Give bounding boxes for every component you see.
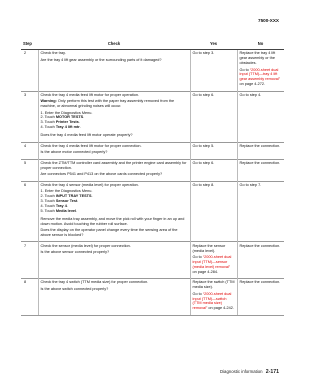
warning-text: Only perform this test with the paper tray assembly removed from the machine, or abnormal grinding noises will occur.	[40, 99, 175, 109]
check-text: Check the sensor (media level) for proper connection.	[40, 243, 131, 248]
reference-link[interactable]: “2000-sheet dual input (TTM)—tray 4 lift gear assembly removal”	[239, 67, 281, 82]
yes-cell	[190, 181, 237, 242]
step-number: 5	[21, 159, 38, 181]
warning-note	[41, 99, 188, 109]
check-cell	[38, 181, 190, 242]
ref-prefix: Go to	[192, 291, 203, 296]
check-cell	[38, 159, 190, 181]
check-cell	[38, 142, 190, 159]
no-action: Replace the connection.	[239, 143, 281, 148]
procedure-step: 2. Touch INPUT TRAY TESTS.	[40, 194, 93, 199]
procedure-step: 5. Touch Media level.	[40, 208, 78, 213]
table-row	[21, 50, 284, 92]
no-cell	[237, 279, 284, 316]
yes-cell	[190, 159, 237, 181]
reference-link[interactable]: “2000-sheet dual input (TTM)—sensor (media level) removal”	[192, 254, 232, 269]
no-cell	[237, 181, 284, 242]
step-number: 6	[21, 181, 38, 242]
table-header-row	[21, 38, 284, 50]
check-cell	[38, 242, 190, 279]
no-action: Replace the connection.	[239, 243, 281, 248]
procedure-step: 3. Touch Sensor Test.	[40, 199, 79, 204]
yes-action: Replace the sensor (media level).	[192, 243, 226, 253]
procedure-step: 2. Touch MOTOR TESTS.	[40, 115, 85, 120]
check-text: Check the tray 4 media feed lift motor for proper operation.	[40, 93, 140, 98]
no-action: Replace the tray 4 lift gear assembly or the obstacles.	[239, 51, 276, 66]
procedure-step: 1. Enter the Diagnostics Menu.	[40, 110, 93, 115]
page-number: 2-171	[265, 369, 279, 375]
check-text: Check the tray 4 switch (TTM media size) for proper connection.	[40, 280, 149, 285]
table-row	[21, 91, 284, 142]
step-number: 4	[21, 142, 38, 159]
reference-link[interactable]: “2000-sheet dual input (TTM)—switch (TTM media size) removal”	[192, 291, 232, 311]
procedure-step: 3. Touch Printer Tests.	[40, 120, 80, 125]
yes-cell	[190, 91, 237, 142]
yes-cell	[190, 142, 237, 159]
yes-reference	[193, 255, 235, 275]
page-footer	[220, 369, 279, 375]
column-header-no: No	[237, 38, 284, 50]
check-instruction: Remove the media tray assembly, and move the pick roll with your finger in an up and down motion. Avoid touching the rubber roll surface.	[40, 216, 185, 226]
yes-cell	[190, 50, 237, 92]
no-cell	[237, 50, 284, 92]
step-number: 2	[21, 50, 38, 92]
no-cell	[237, 142, 284, 159]
column-header-step: Step	[21, 38, 38, 50]
yes-action: Replace the switch (TTM media size).	[192, 280, 235, 290]
check-cell	[38, 50, 190, 92]
step-number: 3	[21, 91, 38, 142]
check-text: Check the tray.	[40, 51, 66, 56]
table-row	[21, 181, 284, 242]
yes-cell	[190, 242, 237, 279]
check-question: Is the above motor connected properly?	[40, 150, 108, 155]
table-row	[21, 242, 284, 279]
check-question: Does the display on the operator panel change every time the sensing area of the above sensor is blocked?	[40, 228, 178, 237]
check-question: Are connectors P541 and P413 on the above cards connected properly?	[40, 172, 163, 177]
yes-action: Go to step 5.	[192, 143, 215, 148]
step-number: 8	[21, 279, 38, 316]
check-text: Check the tray 4 media feed lift motor for proper connection.	[40, 143, 142, 148]
ref-prefix: Go to	[239, 67, 250, 72]
check-text: Check the ZTM/TTM controller card assembly and the printer engine card assembly for proper connection.	[40, 160, 187, 170]
diagnostic-steps-table	[21, 38, 284, 316]
yes-reference	[193, 292, 235, 312]
check-question: Is the above switch connected properly?	[40, 286, 109, 291]
check-question: Is the above sensor connected properly?	[40, 250, 110, 254]
yes-action: Go to step 6.	[192, 160, 215, 165]
table-row	[21, 142, 284, 159]
yes-action: Go to step 3.	[192, 51, 215, 56]
no-cell	[237, 91, 284, 142]
no-cell	[237, 242, 284, 279]
table-row	[21, 159, 284, 181]
procedure-step: 1. Enter the Diagnostics Menu.	[40, 189, 93, 194]
check-cell	[38, 91, 190, 142]
no-action: Replace the connection.	[239, 160, 281, 165]
yes-action: Go to step 8.	[192, 182, 215, 187]
column-header-yes: Yes	[190, 38, 237, 50]
model-number: 7500-XXX	[258, 18, 279, 23]
no-action: Replace the connection.	[239, 280, 281, 285]
footer-title: Diagnostic information	[220, 369, 263, 374]
ref-suffix: on page 4-272.	[239, 82, 266, 87]
column-header-check: Check	[38, 38, 190, 50]
warning-label: Warning:	[40, 99, 57, 104]
no-reference	[240, 68, 283, 88]
check-text: Check the tray 4 sensor (media level) for proper operation.	[40, 182, 139, 187]
yes-action: Go to step 6.	[192, 93, 215, 98]
procedure-step: 4. Touch Tray 4 lift mtr.	[40, 125, 81, 130]
step-number: 7	[21, 242, 38, 279]
no-cell	[237, 159, 284, 181]
ref-prefix: Go to	[192, 254, 203, 259]
check-question: Does the tray 4 media feed lift motor operate properly?	[40, 133, 133, 138]
ref-suffix: on page 4-284.	[192, 269, 219, 274]
procedure-step: 4. Touch Tray 4.	[40, 203, 68, 208]
no-action: Go to step 4.	[239, 93, 262, 98]
check-cell	[38, 279, 190, 316]
table-row	[21, 279, 284, 316]
ref-suffix: on page 4-242.	[207, 306, 234, 311]
yes-cell	[190, 279, 237, 316]
check-question: Are the tray 4 lift gear assembly or the surrounding parts of it damaged?	[40, 57, 162, 62]
no-action: Go to step 7.	[239, 182, 262, 187]
